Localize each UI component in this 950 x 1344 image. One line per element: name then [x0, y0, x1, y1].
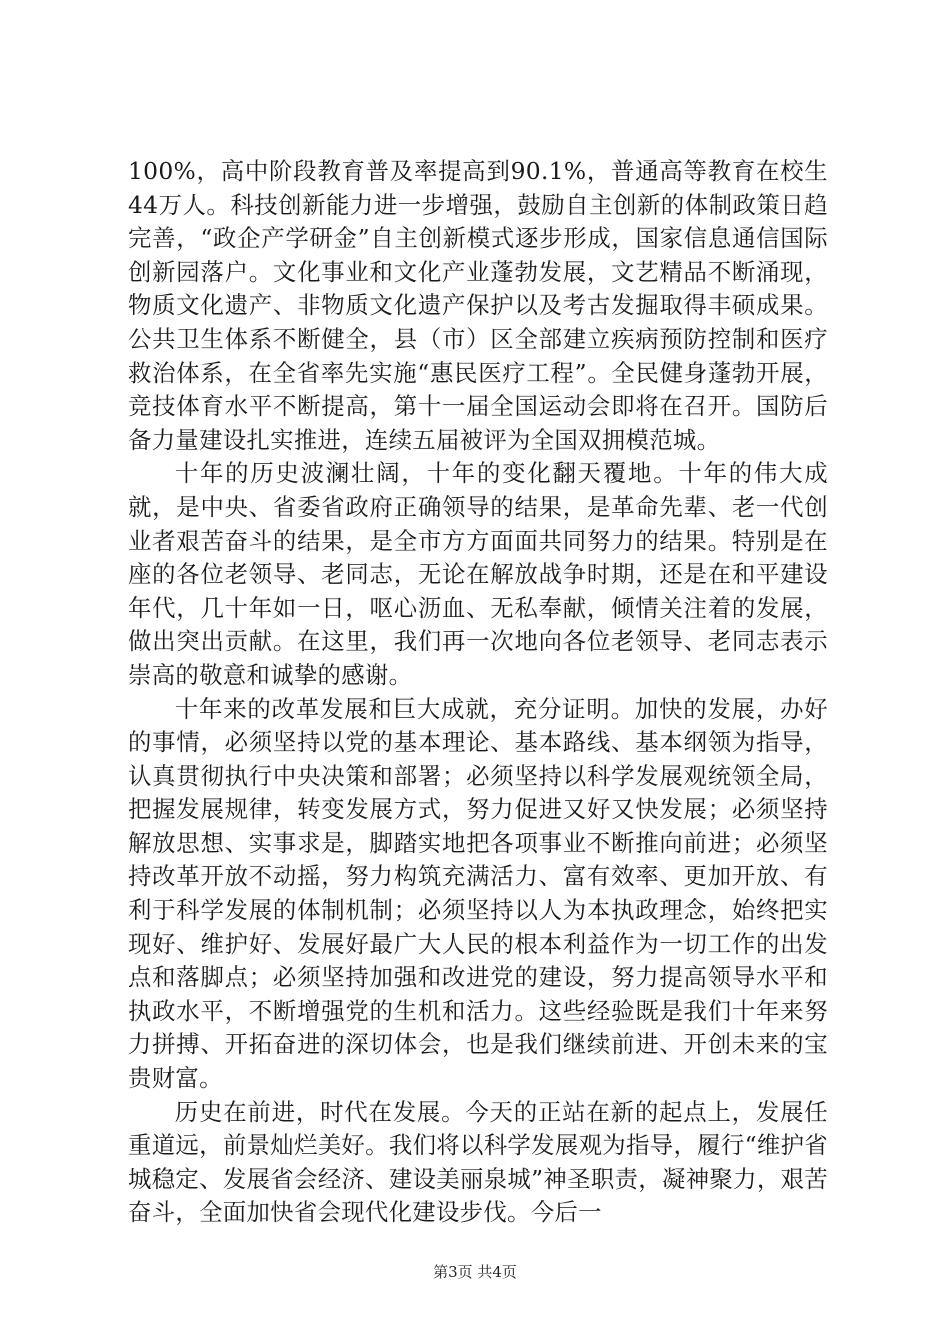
paragraph-3: 十年来的改革发展和巨大成就，充分证明。加快的发展，办好的事情，必须坚持以党的基本理论、基本路线、基本纲领为指导，认真贯彻执行中央决策和部署；必须坚持以科学发展观统领全局，把握发展规律，转变发展方式，努力促进又好又快发展；必须坚持解放思想、实事求是，脚踏实地把各项事业不断推向前进；必须坚持改革开放不动摇，努力构筑充满活力、富有效率、更加开放、有利于科学发展的体制机制；必须坚持以人为本执政理念，始终把实现好、维护好、发展好最广大人民的根本利益作为一切工作的出发点和落脚点；必须坚持加强和改进党的建设，努力提高领导水平和执政水平，不断增强党的生机和活力。这些经验既是我们十年来努力拼搏、开拓奋进的深切体会，也是我们继续前进、开创未来的宝贵财富。 — [128, 694, 828, 1093]
page-footer: 第3页 共4页 — [433, 1263, 517, 1281]
paragraph-1: 100%，高中阶段教育普及率提高到90.1%，普通高等教育在校生44万人。科技创新能力进一步增强，鼓励自主创新的体制政策日趋完善，“政企产学研金”自主创新模式逐步形成，国家信息通信国际创新园落户。文化事业和文化产业蓬勃发展，文艺精品不断涌现，物质文化遗产、非物质文化遗产保护以及考古发掘取得丰硕成果。公共卫生体系不断健全，县（市）区全部建立疾病预防控制和医疗救治体系，在全省率先实施“惠民医疗工程”。全民健身蓬勃开展，竞技体育水平不断提高，第十一届全国运动会即将在召开。国防后备力量建设扎实推进，连续五届被评为全国双拥模范城。 — [128, 157, 828, 454]
paragraph-2: 十年的历史波澜壮阔，十年的变化翻天覆地。十年的伟大成就，是中央、省委省政府正确领导的结果，是革命先辈、老一代创业者艰苦奋斗的结果，是全市方方面面共同努力的结果。特别是在座的各位老领导、老同志，无论在解放战争时期，还是在和平建设年代，几十年如一日，呕心沥血、无私奉献，倾情关注着的发展，做出突出贡献。在这里，我们再一次地向各位老领导、老同志表示崇高的敬意和诚挚的感谢。 — [128, 459, 828, 689]
paragraph-4: 历史在前进，时代在发展。今天的正站在新的起点上，发展任重道远，前景灿烂美好。我们将以科学发展观为指导，履行“维护省城稳定、发展省会经济、建设美丽泉城”神圣职责，凝神聚力，艰苦奋斗，全面加快省会现代化建设步伐。今后一 — [128, 1097, 828, 1227]
document-body — [128, 155, 828, 1230]
